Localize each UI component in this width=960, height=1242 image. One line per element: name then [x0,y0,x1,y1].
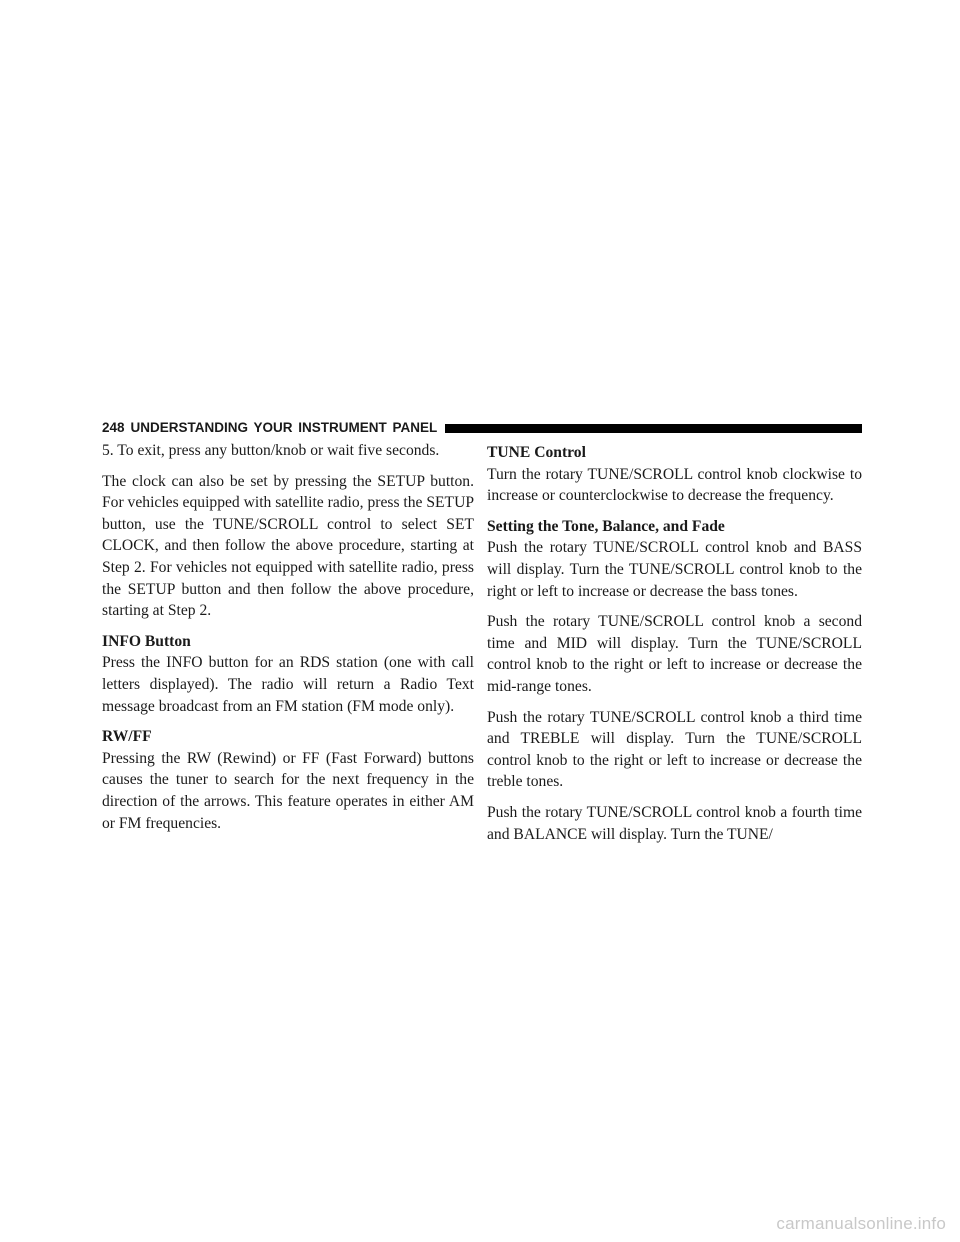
balance-paragraph: Push the rotary TUNE/SCROLL control knob a fourth time and BALANCE will display. Turn the TUNE/ [487,803,862,843]
rwff-heading: RW/FF [102,728,152,746]
header-rule [445,424,862,433]
tune-control-heading: TUNE Control [487,444,586,461]
rwff-paragraph: Pressing the RW (Rewind) or FF (Fast Forward) buttons causes the tuner to search for the next frequency in the direction of the arrows. This feature operates in either AM or FM frequencies. [102,749,474,832]
step-5-paragraph: 5. To exit, press any button/knob or wait five seconds. [102,442,440,459]
treble-paragraph: Push the rotary TUNE/SCROLL control knob a third time and TREBLE will display. Turn the TUNE/SCROLL control knob to the right or left to increase or decrease the treble tones. [487,708,862,791]
right-column [487,442,862,854]
page-number: 248 [102,419,125,435]
watermark-text: carmanualsonline.info [776,1214,946,1233]
info-button-paragraph: Press the INFO button for an RDS station (one with call letters displayed). The radio will return a Radio Text message broadcast from an FM station (FM mode only). [102,654,474,715]
section-title: UNDERSTANDING YOUR INSTRUMENT PANEL [130,419,438,435]
left-column [102,440,474,843]
setup-clock-paragraph: The clock can also be set by pressing the SETUP button. For vehicles equipped with satellite radio, press the SETUP button, use the TUNE/SCROLL control to select SET CLOCK, and then follow the above procedure, starting at Step 2. For vehicles not equipped with satellite radio, press the SETUP button and then follow the above procedure, starting at Step 2. [102,472,475,620]
tone-balance-fade-heading: Setting the Tone, Balance, and Fade [487,517,725,535]
bass-paragraph: Push the rotary TUNE/SCROLL control knob and BASS will display. Turn the TUNE/SCROLL control knob to the right or left to increase or decrease the bass tones. [487,539,862,600]
info-button-heading: INFO Button [102,632,191,650]
tune-control-paragraph: Turn the rotary TUNE/SCROLL control knob clockwise to increase or counterclockwise to decrease the frequency. [487,465,862,505]
mid-paragraph: Push the rotary TUNE/SCROLL control knob a second time and MID will display. Turn the TUNE/SCROLL control knob to the right or left to increase or decrease the mid-range tones. [487,613,862,695]
page-header [102,416,862,438]
